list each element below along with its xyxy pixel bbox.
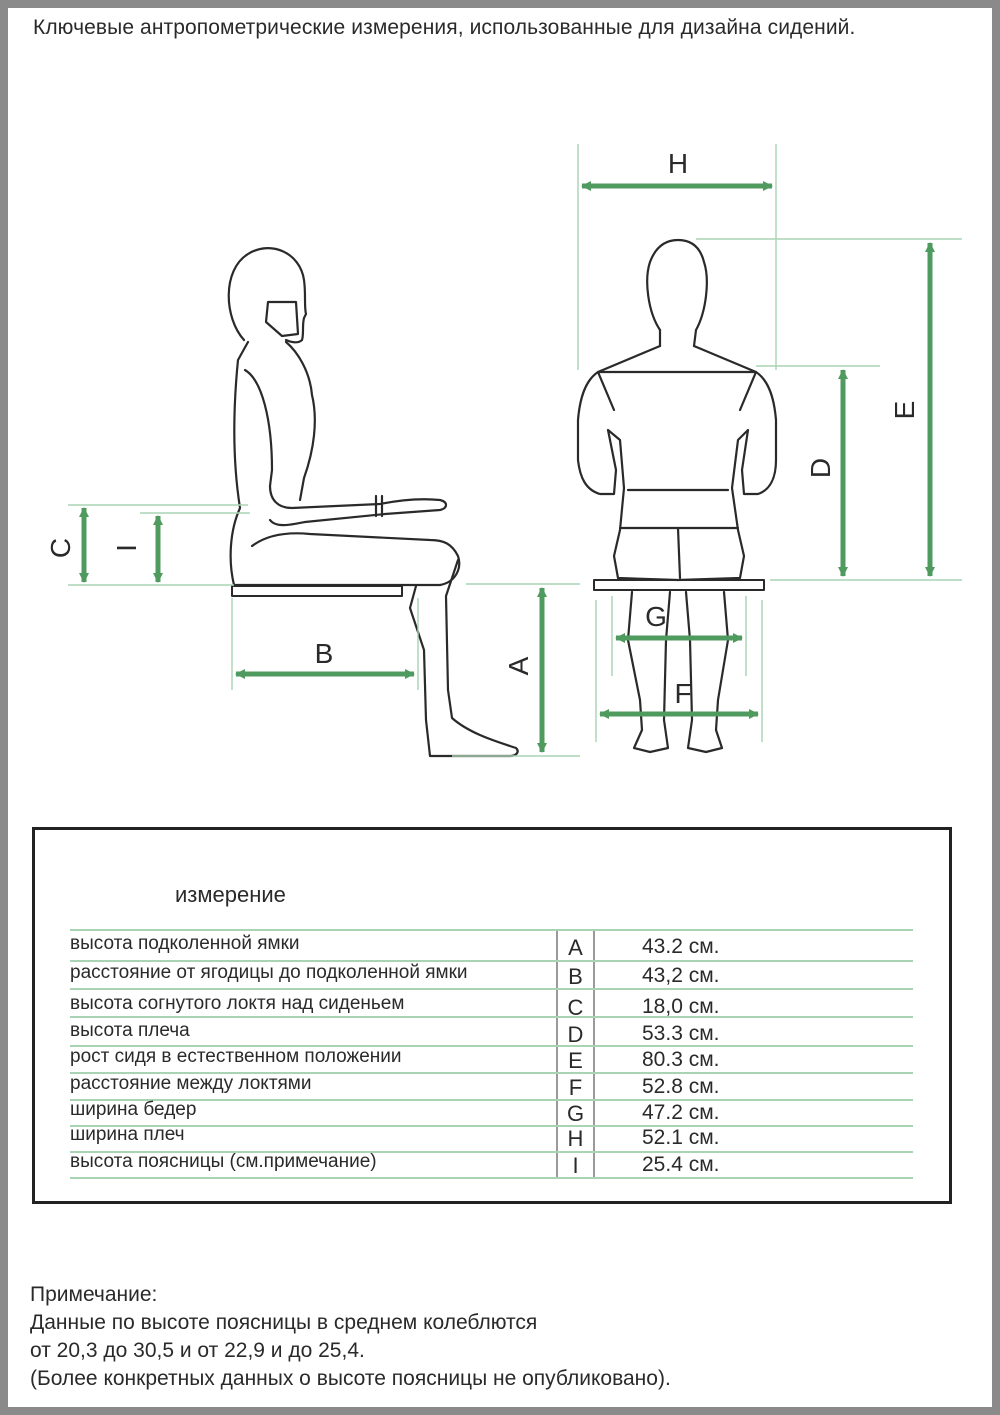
side-head-outline xyxy=(229,248,306,342)
row-code: G xyxy=(566,1101,585,1126)
row-code: F xyxy=(568,1075,583,1100)
row-name: рост сидя в естественном положении xyxy=(70,1046,402,1067)
row-code: B xyxy=(568,964,583,989)
page-title: Ключевые антропометрические измерения, использованные для дизайна сидений. xyxy=(33,16,856,39)
row-name: расстояние между локтями xyxy=(70,1073,312,1094)
row-name: высота согнутого локтя над сиденьем xyxy=(70,993,405,1014)
note-block xyxy=(30,1281,671,1393)
row-code: H xyxy=(567,1126,584,1151)
side-seat xyxy=(232,586,402,596)
row-code: E xyxy=(568,1048,583,1073)
table-row xyxy=(70,1151,913,1177)
row-value: 25.4 см. xyxy=(642,1153,720,1176)
front-chest-line xyxy=(598,372,756,410)
label-i: I xyxy=(111,544,142,552)
row-value: 18,0 см. xyxy=(642,995,720,1018)
note-line: от 20,3 до 30,5 и от 22,9 и до 25,4. xyxy=(30,1339,365,1362)
side-ear-shape xyxy=(266,302,298,336)
row-value: 47.2 см. xyxy=(642,1101,720,1124)
front-shoulder-line xyxy=(578,346,776,580)
row-code: D xyxy=(567,1022,584,1047)
row-value: 52.1 см. xyxy=(642,1126,720,1149)
side-view-figure xyxy=(229,248,518,756)
row-value: 52.8 см. xyxy=(642,1075,720,1098)
row-value: 53.3 см. xyxy=(642,1022,720,1045)
table-row xyxy=(70,1046,913,1072)
front-leg-right xyxy=(686,592,728,752)
label-c: C xyxy=(45,537,76,559)
label-d: D xyxy=(805,457,836,479)
label-b: B xyxy=(314,638,334,669)
note-line: (Более конкретных данных о высоте поясницы не опубликовано). xyxy=(30,1367,671,1390)
row-name: высота плеча xyxy=(70,1020,190,1041)
table-header: измерение xyxy=(175,882,286,907)
row-name: расстояние от ягодицы до подколенной ямки xyxy=(70,962,468,983)
table-rule xyxy=(70,988,913,990)
row-code: C xyxy=(567,995,584,1020)
front-head-outline xyxy=(647,240,707,346)
table-row xyxy=(70,933,913,959)
side-leg-outline xyxy=(410,560,518,756)
note-line: Данные по высоте поясницы в среднем колеблются xyxy=(30,1311,538,1334)
row-code: I xyxy=(572,1153,579,1178)
side-arm-outline xyxy=(245,370,446,525)
label-a: A xyxy=(503,656,534,676)
row-value: 43,2 см. xyxy=(642,964,720,987)
table-row xyxy=(70,1073,913,1099)
table-rule xyxy=(70,1177,913,1179)
note-heading: Примечание: xyxy=(30,1283,158,1306)
row-value: 80.3 см. xyxy=(642,1048,720,1071)
row-value: 43.2 см. xyxy=(642,935,720,958)
row-code: A xyxy=(568,935,583,960)
label-h: H xyxy=(667,148,689,179)
front-waist-line xyxy=(620,490,738,578)
table-row xyxy=(70,1099,913,1125)
side-thigh-outline xyxy=(234,533,459,585)
row-name: высота подколенной ямки xyxy=(70,933,300,954)
row-name: ширина плеч xyxy=(70,1124,185,1145)
label-g: G xyxy=(645,601,667,632)
label-e: E xyxy=(889,400,920,420)
table-rule xyxy=(70,929,913,931)
label-f: F xyxy=(674,678,692,709)
side-wrist-band xyxy=(376,496,382,516)
table-row xyxy=(70,962,913,988)
row-name: высота поясницы (см.примечание) xyxy=(70,1151,377,1172)
table-row xyxy=(70,1124,913,1150)
table-row xyxy=(70,1020,913,1046)
front-seat xyxy=(594,580,764,590)
table-row xyxy=(70,993,913,1019)
row-name: ширина бедер xyxy=(70,1099,197,1120)
